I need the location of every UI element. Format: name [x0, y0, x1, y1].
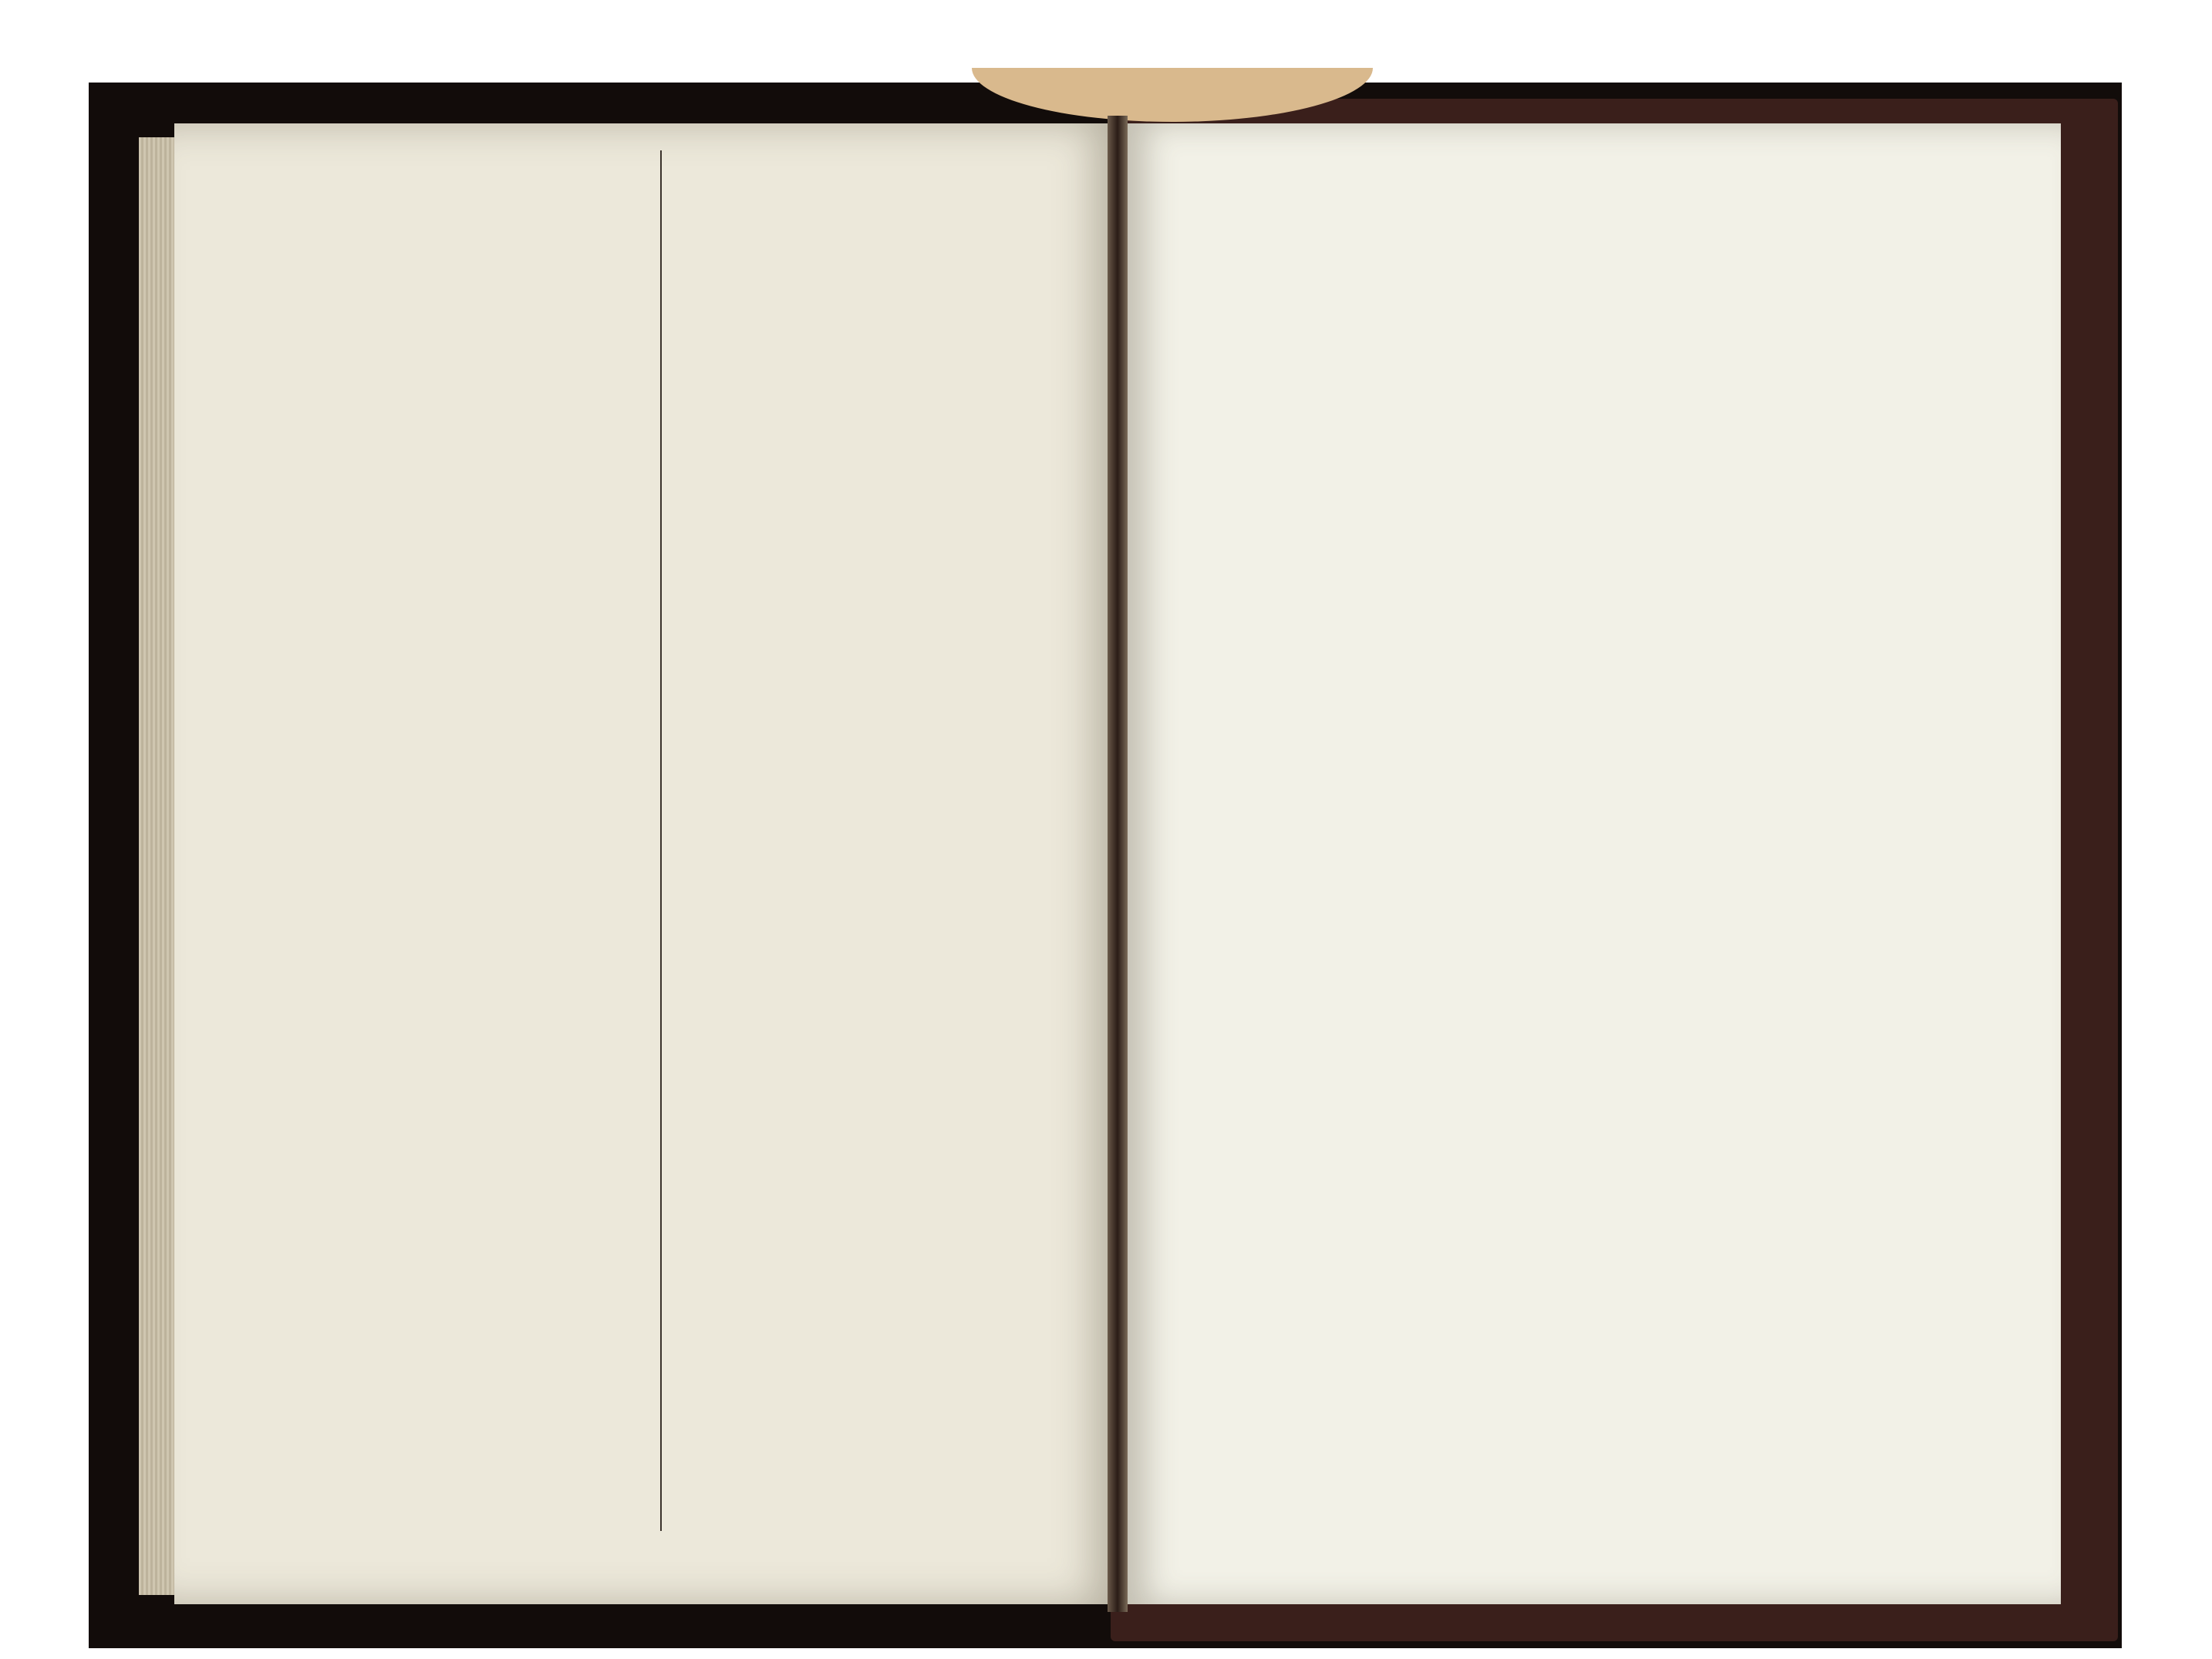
table-grid [1140, 185, 1944, 1465]
census-form-table [1140, 185, 1944, 1465]
book-gutter [1108, 116, 1128, 1612]
instructions-column-2 [669, 154, 1094, 1566]
column-divider [660, 150, 662, 1531]
instructions-column-1 [224, 154, 652, 1566]
